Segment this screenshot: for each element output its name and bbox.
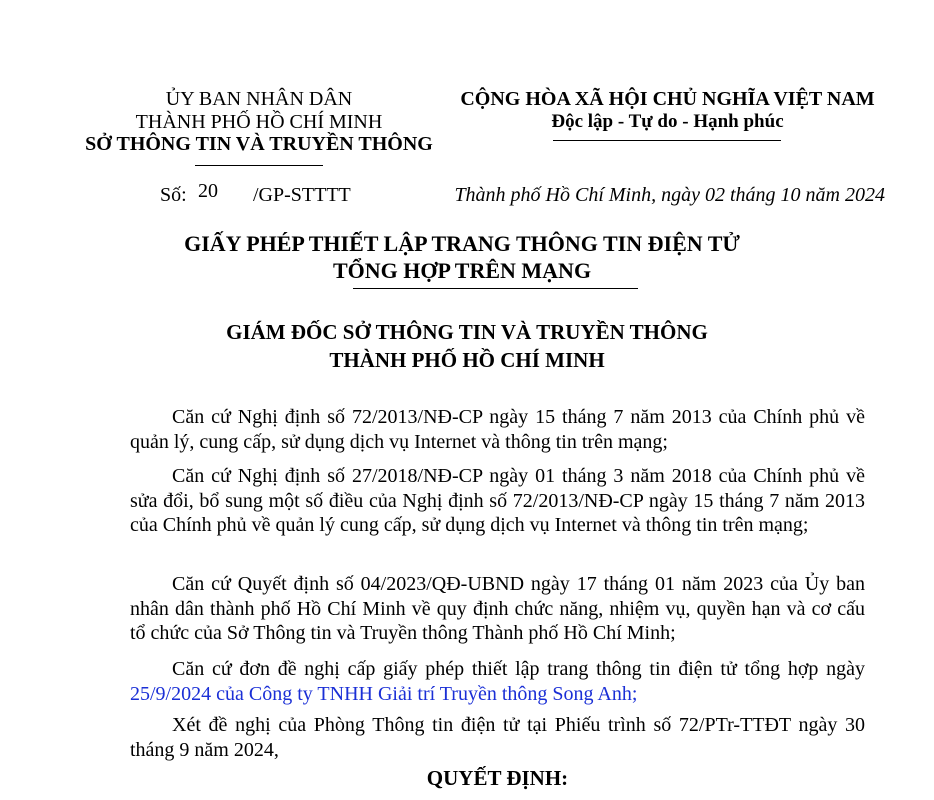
authority-underline (195, 165, 323, 166)
legal-basis-paragraph-2: Căn cứ Nghị định số 27/2018/NĐ-CP ngày 01 tháng 3 năm 2018 của Chính phủ về sửa đổi, bổ sung một số điều của Nghị định số 72/2013/NĐ-CP ngày 15 tháng 7 năm 2013 của Chính phủ về quản lý cung cấp, sử dụng dịch vụ Internet và thông tin trên mạng; (130, 465, 865, 536)
application-filled-text: 25/9/2024 của Công ty TNHH Giải trí Truyền thông Song Anh; (130, 682, 638, 705)
issuing-official-line-1: GIÁM ĐỐC SỞ THÔNG TIN VÀ TRUYỀN THÔNG (226, 320, 708, 344)
issuing-official (100, 318, 834, 374)
issuing-official-line-2: THÀNH PHỐ HỒ CHÍ MINH (329, 348, 605, 372)
application-paragraph-text: Căn cứ đơn đề nghị cấp giấy phép thiết lập trang thông tin điện tử tổng hợp ngày (172, 658, 865, 680)
legal-basis-paragraph-3: Căn cứ Quyết định số 04/2023/QĐ-UBND ngày 17 tháng 01 năm 2023 của Ủy ban nhân dân thành phố Hồ Chí Minh về quy định chức năng, nhiệm vụ, quyền hạn và cơ cấu tổ chức của Sở Thông tin và Truyền thông Thành phố Hồ Chí Minh; (130, 573, 865, 644)
national-motto: Độc lập - Tự do - Hạnh phúc (551, 110, 784, 132)
place-and-date: Thành phố Hồ Chí Minh, ngày 02 tháng 10 năm 2024 (454, 184, 885, 206)
document-title-line-2: TỔNG HỢP TRÊN MẠNG (332, 258, 592, 283)
decision-heading: QUYẾT ĐỊNH: (426, 766, 569, 790)
proposal-paragraph: Xét đề nghị của Phòng Thông tin điện tử tại Phiếu trình số 72/PTr-TTĐT ngày 30 tháng 9 năm 2024, (130, 714, 865, 761)
document-number-suffix: /GP-STTTT (253, 184, 351, 206)
document-title-line-1: GIẤY PHÉP THIẾT LẬP TRANG THÔNG TIN ĐIỆN TỬ (184, 231, 740, 256)
motto-underline (553, 140, 781, 141)
document-number-label: Số: (160, 184, 187, 206)
application-paragraph (130, 657, 865, 706)
authority-line-1: ỦY BAN NHÂN DÂN (165, 88, 353, 110)
issuing-authority-block (78, 88, 440, 156)
document-title (100, 230, 824, 284)
legal-basis-paragraph-1: Căn cứ Nghị định số 72/2013/NĐ-CP ngày 15 tháng 7 năm 2013 của Chính phủ về quản lý, cung cấp, sử dụng dịch vụ Internet và thông tin trên mạng; (130, 406, 865, 453)
national-motto-block (455, 88, 880, 133)
document-number: 20 (198, 180, 218, 202)
authority-line-3: SỞ THÔNG TIN VÀ TRUYỀN THÔNG (85, 133, 433, 155)
authority-line-2: THÀNH PHỐ HỒ CHÍ MINH (135, 110, 383, 133)
national-title: CỘNG HÒA XÃ HỘI CHỦ NGHĨA VIỆT NAM (460, 88, 875, 110)
title-underline (353, 288, 638, 289)
